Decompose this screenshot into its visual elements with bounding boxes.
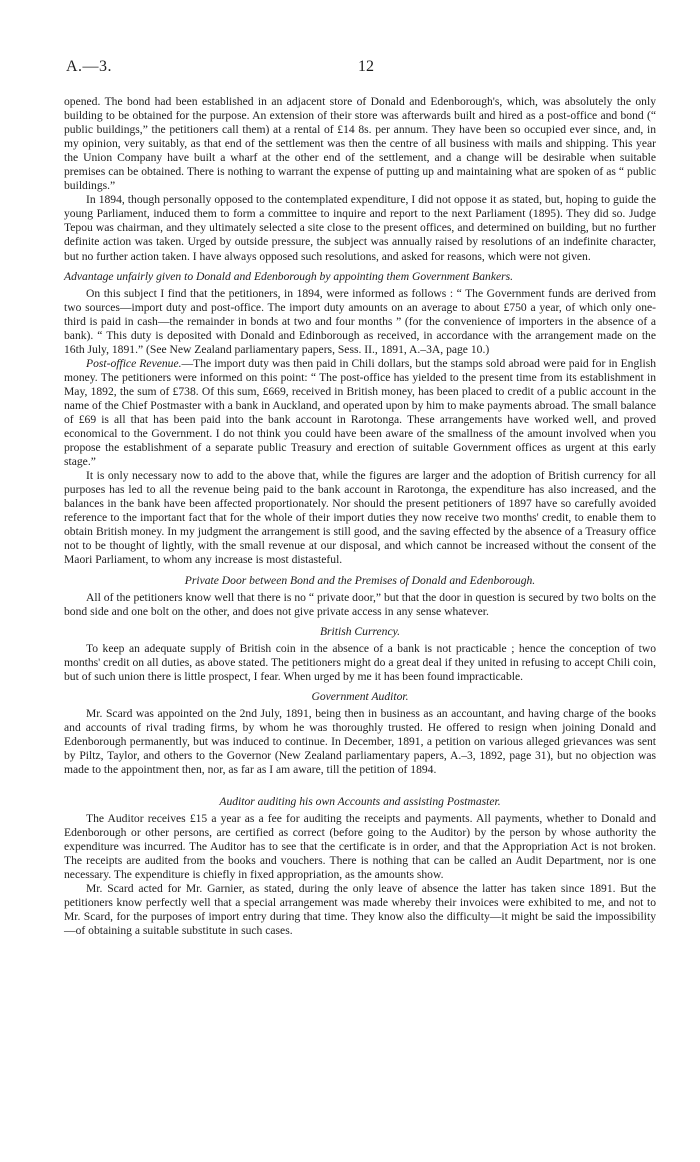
section-heading-private-door: Private Door between Bond and the Premises of Donald and Edenborough. (184, 573, 536, 587)
paragraph: Mr. Scard acted for Mr. Garnier, as stated, during the only leave of absence the latter has taken since 1891. But the petitioners know perfectly well that a special arrangement was made whereby their invoices were exhibited to me, and not to Mr. Scard, for the purposes of import entry during that time. They know also the difficulty—it might be said the impossibility—of obtaining a suitable substitute in such cases. (64, 882, 656, 938)
paragraph: opened. The bond had been established in an adjacent store of Donald and Edenborough's, which, was absolutely the only building to be obtained for the purpose. An extension of their store was afterwards built and hired as a post-office and bond (“ public buildings,” the petitioners call them) at a rental of £14 8s. per annum. They have been so occupied ever since, and, in my opinion, very suitably, as that end of the settlement was then the centre of all business with mails and shipping. This year the Union Company have built a wharf at the other end of the settlement, and a change will be desirable when suitable premises can be obtained. There is nothing to warrant the expense of putting up and maintaining what are spoken of as “ public buildings.” (64, 95, 656, 193)
document-reference: A.—3. (66, 58, 113, 75)
paragraph: Mr. Scard was appointed on the 2nd July, 1891, being then in business as an accountant, and having charge of the books and accounts of rival trading firms, by whom he was thoroughly trusted. He offered to resign when joining Donald and Edenborough permanently, but was induced to continue. In December, 1891, a petition on various alleged grievances was sent by Piltz, Taylor, and others to the Governor (New Zealand parliamentary papers, A.–3, 1892, page 31), but no objection was made to the appointment then, nor, as far as I am aware, till the petition of 1894. (64, 706, 656, 776)
page-header (66, 58, 666, 80)
body-text (64, 95, 656, 938)
paragraph: In 1894, though personally opposed to the contemplated expenditure, I did not oppose it as stated, but, hoping to guide the young Parliament, induced them to form a committee to inquire and report to the next Parliament (1895). They did so. Judge Tepou was chairman, and they ultimately selected a site close to the present offices, and determined on building, but no further definite action was taken. Urged by outside pressure, the subject was annually raised by resolutions of an indefinite character, but no further action taken. I have always opposed such resolutions, and asked for reasons, which were not given. (64, 193, 656, 263)
page-number: 12 (358, 58, 374, 75)
paragraph-text: —The import duty was then paid in Chili dollars, but the stamps sold abroad were paid for in English money. The petitioners were informed on this point: “ The post-office has yielded to the present time from its establishment in May, 1892, the sum of £738. Of this sum, £669, received in British money, has been placed to credit of a public account in the name of the Chief Postmaster with a bank in Auckland, and operated upon by him to make payments abroad. The small balance of £69 is all that has been paid into the bank account in Rarotonga. These arrangements have worked well, and proved economical to the Government. I do not think you could have been aware of the smallness of the amount involved when you propose the establishment of a separate public Treasury and erection of suitable Government offices as urgent at this early stage.” (64, 356, 657, 469)
paragraph: On this subject I find that the petitioners, in 1894, were informed as follows : “ The Government funds are derived from two sources—import duty and post-office. The import duty amounts on an average to about £750 a year, of which only one-third is paid in cash—the remainder in bonds at two and four months ” (for the convenience of importers in the absence of a bank). “ This duty is deposited with Donald and Edinborough as received, in accordance with the arrangement made on the 16th July, 1891.” (See New Zealand parliamentary papers, Sess. II., 1891, A.–3A, page 10.) (64, 286, 656, 356)
section-heading-government-auditor: Government Auditor. (311, 689, 409, 703)
paragraph: It is only necessary now to add to the above that, while the figures are larger and the adoption of British currency for all purposes has led to all the revenue being paid to the bank account in Rarotonga, the expenditure has also increased, and the balances in the bank have been affected proportionately. Nor should the present petitioners of 1897 have so carefully avoided reference to the important fact that for the whole of their import duties they now receive two months' credit, to enable them to obtain British money. In my judgment the arrangement is still good, and the saving effected by the absence of a Treasury office not to be thought of lightly, with the small revenue at our disposal, and which cannot be increased without the consent of the Maori Parliament, to whom any increase is most distasteful. (64, 469, 656, 567)
section-heading-government-bankers: Advantage unfairly given to Donald and Edenborough by appointing them Government Bankers. (64, 269, 514, 283)
section-heading-auditor-own-accounts: Auditor auditing his own Accounts and assisting Postmaster. (219, 794, 501, 808)
paragraph (64, 357, 656, 469)
inline-subheading: Post-office Revenue. (86, 356, 182, 370)
paragraph: To keep an adequate supply of British coin in the absence of a bank is not practicable ; hence the conception of two months' credit on all duties, as above stated. The petitioners might do a great deal if they united in refusing to accept Chili coin, but of such union there is little prospect, I fear. When urged by me it has been found impracticable. (64, 641, 656, 683)
section-heading-british-currency: British Currency. (319, 624, 401, 638)
paragraph: All of the petitioners know well that there is no “ private door,” but that the door in question is secured by two bolts on the bond side and one bolt on the other, and does not give private access in any sense whatever. (64, 590, 656, 618)
paragraph: The Auditor receives £15 a year as a fee for auditing the receipts and payments. All payments, whether to Donald and Edenborough or other persons, are certified as correct (before going to the Auditor) by the person by whose authority the expenditure was incurred. The Auditor has to see that the certificate is in order, and that the Appropriation Act is not broken. The receipts are audited from the books and vouchers. There is nothing that can be called an Audit Department, nor is one necessary. The expenditure is chiefly in fixed appropriation, as the amounts show. (64, 811, 656, 882)
